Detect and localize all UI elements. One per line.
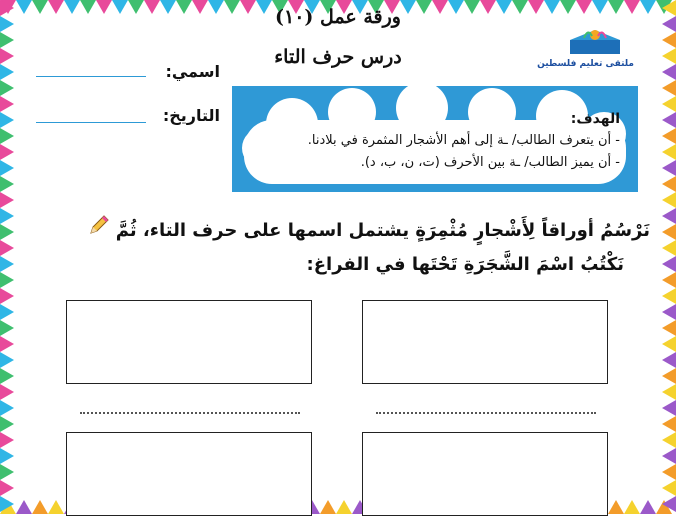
border-triangle — [662, 192, 676, 208]
border-triangle — [662, 272, 676, 288]
border-triangle — [624, 500, 640, 514]
border-triangle — [0, 112, 14, 128]
border-triangle — [0, 240, 14, 256]
border-triangle — [0, 384, 14, 400]
border-triangle — [0, 416, 14, 432]
instruction-line-2: نَكْتُبُ اسْمَ الشَّجَرَةِ تَحْتَها في الفراغ: — [306, 254, 624, 275]
border-triangle — [0, 368, 14, 384]
border-triangle — [662, 352, 676, 368]
drawing-box-bottom-right[interactable] — [362, 432, 608, 516]
border-triangle — [662, 400, 676, 416]
border-triangle — [662, 288, 676, 304]
border-triangle — [662, 144, 676, 160]
writing-line-left[interactable] — [80, 412, 300, 414]
border-triangle — [0, 480, 14, 496]
border-triangle — [320, 500, 336, 514]
border-triangle — [662, 304, 676, 320]
instruction-line-1: نَرْسُمُ أوراقاً لِأَشْجارٍ مُثْمِرَةٍ يشتمل اسمها على حرف التاء، ثُمَّ — [115, 220, 650, 241]
border-triangle — [0, 256, 14, 272]
border-triangle — [0, 144, 14, 160]
border-triangle — [0, 288, 14, 304]
name-field[interactable] — [36, 76, 146, 77]
border-triangle — [0, 96, 14, 112]
border-triangle — [662, 96, 676, 112]
border-triangle — [16, 500, 32, 514]
border-triangle — [662, 480, 676, 496]
border-triangle — [0, 336, 14, 352]
border-triangle — [662, 464, 676, 480]
border-triangle — [662, 128, 676, 144]
logo — [537, 26, 634, 74]
worksheet-title: ورقة عمل (١٠) — [275, 6, 401, 28]
border-triangle — [48, 500, 64, 514]
goal-item: - أن يتعرف الطالب/ ـة إلى أهم الأشجار المثمرة في بلادنا. — [307, 133, 620, 148]
border-triangle — [0, 224, 14, 240]
border-triangle — [662, 432, 676, 448]
border-triangle — [662, 240, 676, 256]
logo-icon — [556, 26, 634, 60]
border-triangle — [662, 384, 676, 400]
border-triangle — [662, 224, 676, 240]
drawing-box-left[interactable] — [66, 300, 312, 384]
border-triangle — [662, 80, 676, 96]
border-triangle — [662, 336, 676, 352]
goal-heading: الهدف: — [570, 111, 620, 127]
writing-line-right[interactable] — [376, 412, 596, 414]
border-triangle — [0, 464, 14, 480]
border-triangle — [662, 320, 676, 336]
border-triangle — [0, 176, 14, 192]
border-triangle — [0, 432, 14, 448]
border-triangle — [0, 448, 14, 464]
drawing-box-right[interactable] — [362, 300, 608, 384]
border-triangle — [0, 128, 14, 144]
date-field[interactable] — [36, 122, 146, 123]
goal-item: - أن يميز الطالب/ ـة بين الأحرف (ت، ن، ب، د). — [360, 155, 620, 170]
border-triangle — [0, 304, 14, 320]
lesson-title: درس حرف التاء — [274, 46, 402, 68]
border-triangle — [336, 500, 352, 514]
border-triangle — [662, 256, 676, 272]
pencil-icon — [88, 214, 110, 248]
border-triangle — [0, 208, 14, 224]
border-triangle — [0, 320, 14, 336]
border-triangle — [0, 192, 14, 208]
border-triangle — [0, 80, 14, 96]
border-triangle — [662, 160, 676, 176]
border-triangle — [662, 416, 676, 432]
name-label: اسمي: — [165, 62, 220, 81]
border-triangle — [608, 500, 624, 514]
border-triangle — [0, 160, 14, 176]
border-triangle — [662, 176, 676, 192]
logo-text: ملتقى تعليم فلسطين — [537, 59, 634, 69]
border-triangle — [0, 352, 14, 368]
border-triangle — [662, 112, 676, 128]
border-triangle — [0, 272, 14, 288]
border-triangle — [640, 500, 656, 514]
date-label: التاريخ: — [162, 106, 220, 125]
goal-box — [232, 86, 638, 192]
border-triangle — [662, 368, 676, 384]
border-triangle — [662, 208, 676, 224]
border-triangle — [662, 448, 676, 464]
instruction — [60, 214, 650, 282]
border-triangle — [32, 500, 48, 514]
border-triangle — [0, 400, 14, 416]
drawing-box-bottom-left[interactable] — [66, 432, 312, 516]
